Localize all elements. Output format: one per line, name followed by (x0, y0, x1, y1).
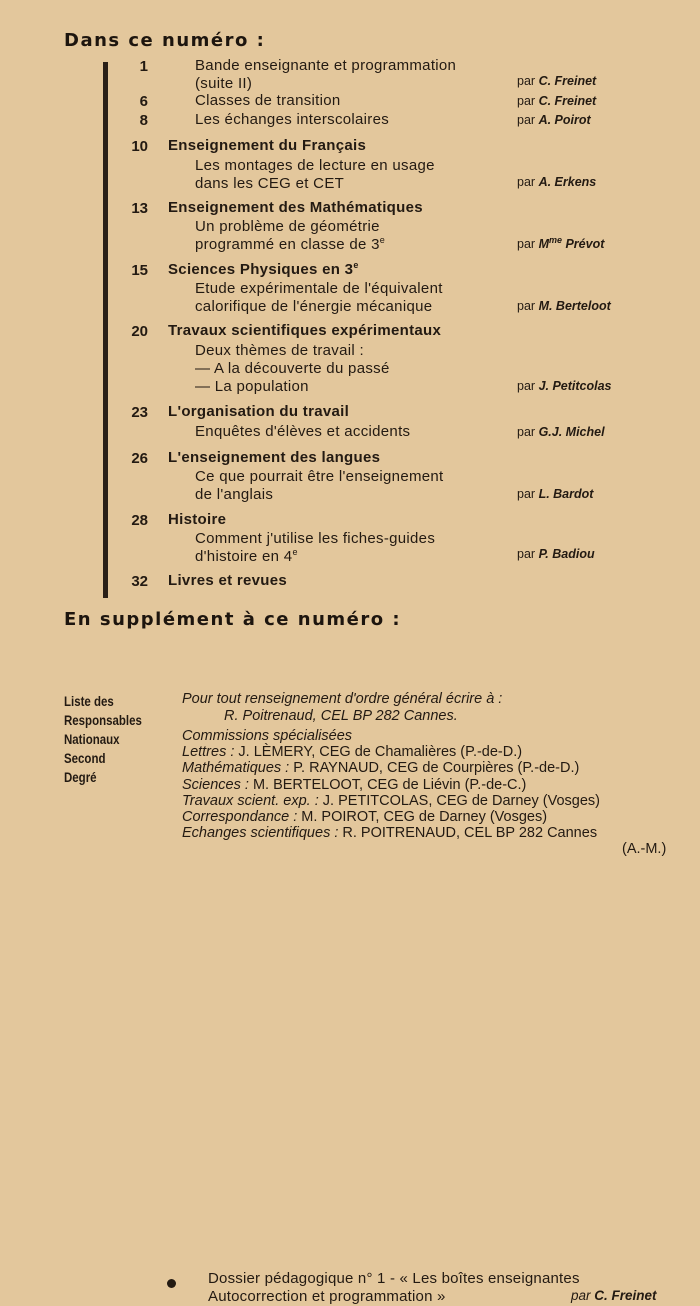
toc-section-title: Histoire (168, 511, 227, 528)
commission-row: Correspondance : M. POIROT, CEG de Darney (Vosges) (182, 809, 548, 825)
toc-page-number: 8 (139, 112, 148, 129)
commission-row: Mathématiques : P. RAYNAUD, CEG de Courpières (P.-de-D.) (182, 760, 580, 776)
toc-line: Enquêtes d'élèves et accidents (195, 423, 411, 440)
toc-author: par C. Freinet (517, 74, 597, 88)
sidebar-line: Responsables (64, 712, 142, 728)
toc-author: par $M^{me}$ Prévot (517, 234, 605, 251)
responsables-sidebar (64, 692, 146, 787)
toc-page-number: 32 (131, 573, 148, 590)
toc-line: Classes de transition (195, 92, 341, 109)
supplement-line: Autocorrection et programmation » (208, 1288, 446, 1305)
toc-line: Deux thèmes de travail : (195, 342, 364, 359)
toc-page-number: 20 (131, 323, 148, 340)
contents-heading: Dans ce numéro : (64, 30, 266, 51)
toc-author: par P. Badiou (517, 547, 595, 561)
toc-line: programmé en classe de 3e (195, 235, 386, 253)
toc-section-title: Enseignement du Français (168, 137, 367, 154)
bullet-icon (167, 1279, 176, 1288)
toc-section-title: L'organisation du travail (168, 403, 350, 420)
toc-author: par C. Freinet (517, 94, 597, 108)
toc-line: Les échanges interscolaires (195, 111, 390, 128)
toc-author: par L. Bardot (517, 487, 594, 501)
toc-line: dans les CEG et CET (195, 175, 345, 192)
toc-page-number: 26 (131, 450, 148, 467)
toc-line: — La population (195, 378, 309, 395)
toc-author: par J. Petitcolas (517, 379, 612, 393)
toc-page-number: 10 (131, 138, 148, 155)
toc-line: calorifique de l'énergie mécanique (195, 298, 433, 315)
commission-row-tail: (A.-M.) (622, 841, 667, 857)
toc-section-title: Sciences Physiques en 3e (168, 260, 359, 278)
toc-line: Bande enseignante et programmation (195, 57, 457, 74)
supplement-author: par C. Freinet (571, 1288, 657, 1303)
toc-line: Ce que pourrait être l'enseignement (195, 468, 444, 485)
sidebar-line: Nationaux (64, 731, 120, 747)
toc-line: (suite II) (195, 75, 253, 92)
toc-page-number: 23 (131, 404, 148, 421)
toc-line: Les montages de lecture en usage (195, 157, 435, 174)
toc-section-title: Enseignement des Mathématiques (168, 199, 423, 216)
toc-page-number: 6 (139, 93, 148, 110)
commission-row: Sciences : M. BERTELOOT, CEG de Liévin (P.-de-C.) (182, 777, 527, 793)
toc-line: Comment j'utilise les fiches-guides (195, 530, 436, 547)
info-commissions: Commissions spécialisées (182, 728, 353, 744)
info-address: R. Poitrenaud, CEL BP 282 Cannes. (224, 708, 458, 724)
toc-line: Un problème de géométrie (195, 218, 380, 235)
toc-line: Etude expérimentale de l'équivalent (195, 280, 443, 297)
toc-author: par G.J. Michel (517, 425, 605, 439)
toc-section-title: Travaux scientifiques expérimentaux (168, 322, 442, 339)
toc-page-number: 15 (131, 262, 148, 279)
toc-line: de l'anglais (195, 486, 274, 503)
toc-section-title: L'enseignement des langues (168, 449, 381, 466)
toc-page-number: 13 (131, 200, 148, 217)
commission-row: Lettres : J. LÈMERY, CEG de Chamalières (P.-de-D.) (182, 744, 523, 760)
info-intro: Pour tout renseignement d'ordre général écrire à : (182, 691, 503, 707)
toc-author: par A. Erkens (517, 175, 597, 189)
toc-section-title: Livres et revues (168, 572, 288, 589)
supplement-heading: En supplément à ce numéro : (64, 609, 402, 630)
toc-author: par M. Berteloot (517, 299, 611, 313)
toc-author: par A. Poirot (517, 113, 591, 127)
sidebar-line: Liste des (64, 693, 114, 709)
supplement-line: Dossier pédagogique n° 1 - « Les boîtes enseignantes (208, 1270, 580, 1287)
commission-row: Echanges scientifiques : R. POITRENAUD, CEL BP 282 Cannes (182, 825, 598, 841)
sidebar-line: Second (64, 750, 106, 766)
toc-line: — A la découverte du passé (195, 360, 390, 377)
toc-page-number: 1 (139, 58, 148, 75)
toc-line: d'histoire en 4e (195, 547, 298, 565)
commission-row: Travaux scient. exp. : J. PETITCOLAS, CEG de Darney (Vosges) (182, 793, 600, 809)
toc-page-number: 28 (131, 512, 148, 529)
sidebar-line: Degré (64, 769, 97, 785)
